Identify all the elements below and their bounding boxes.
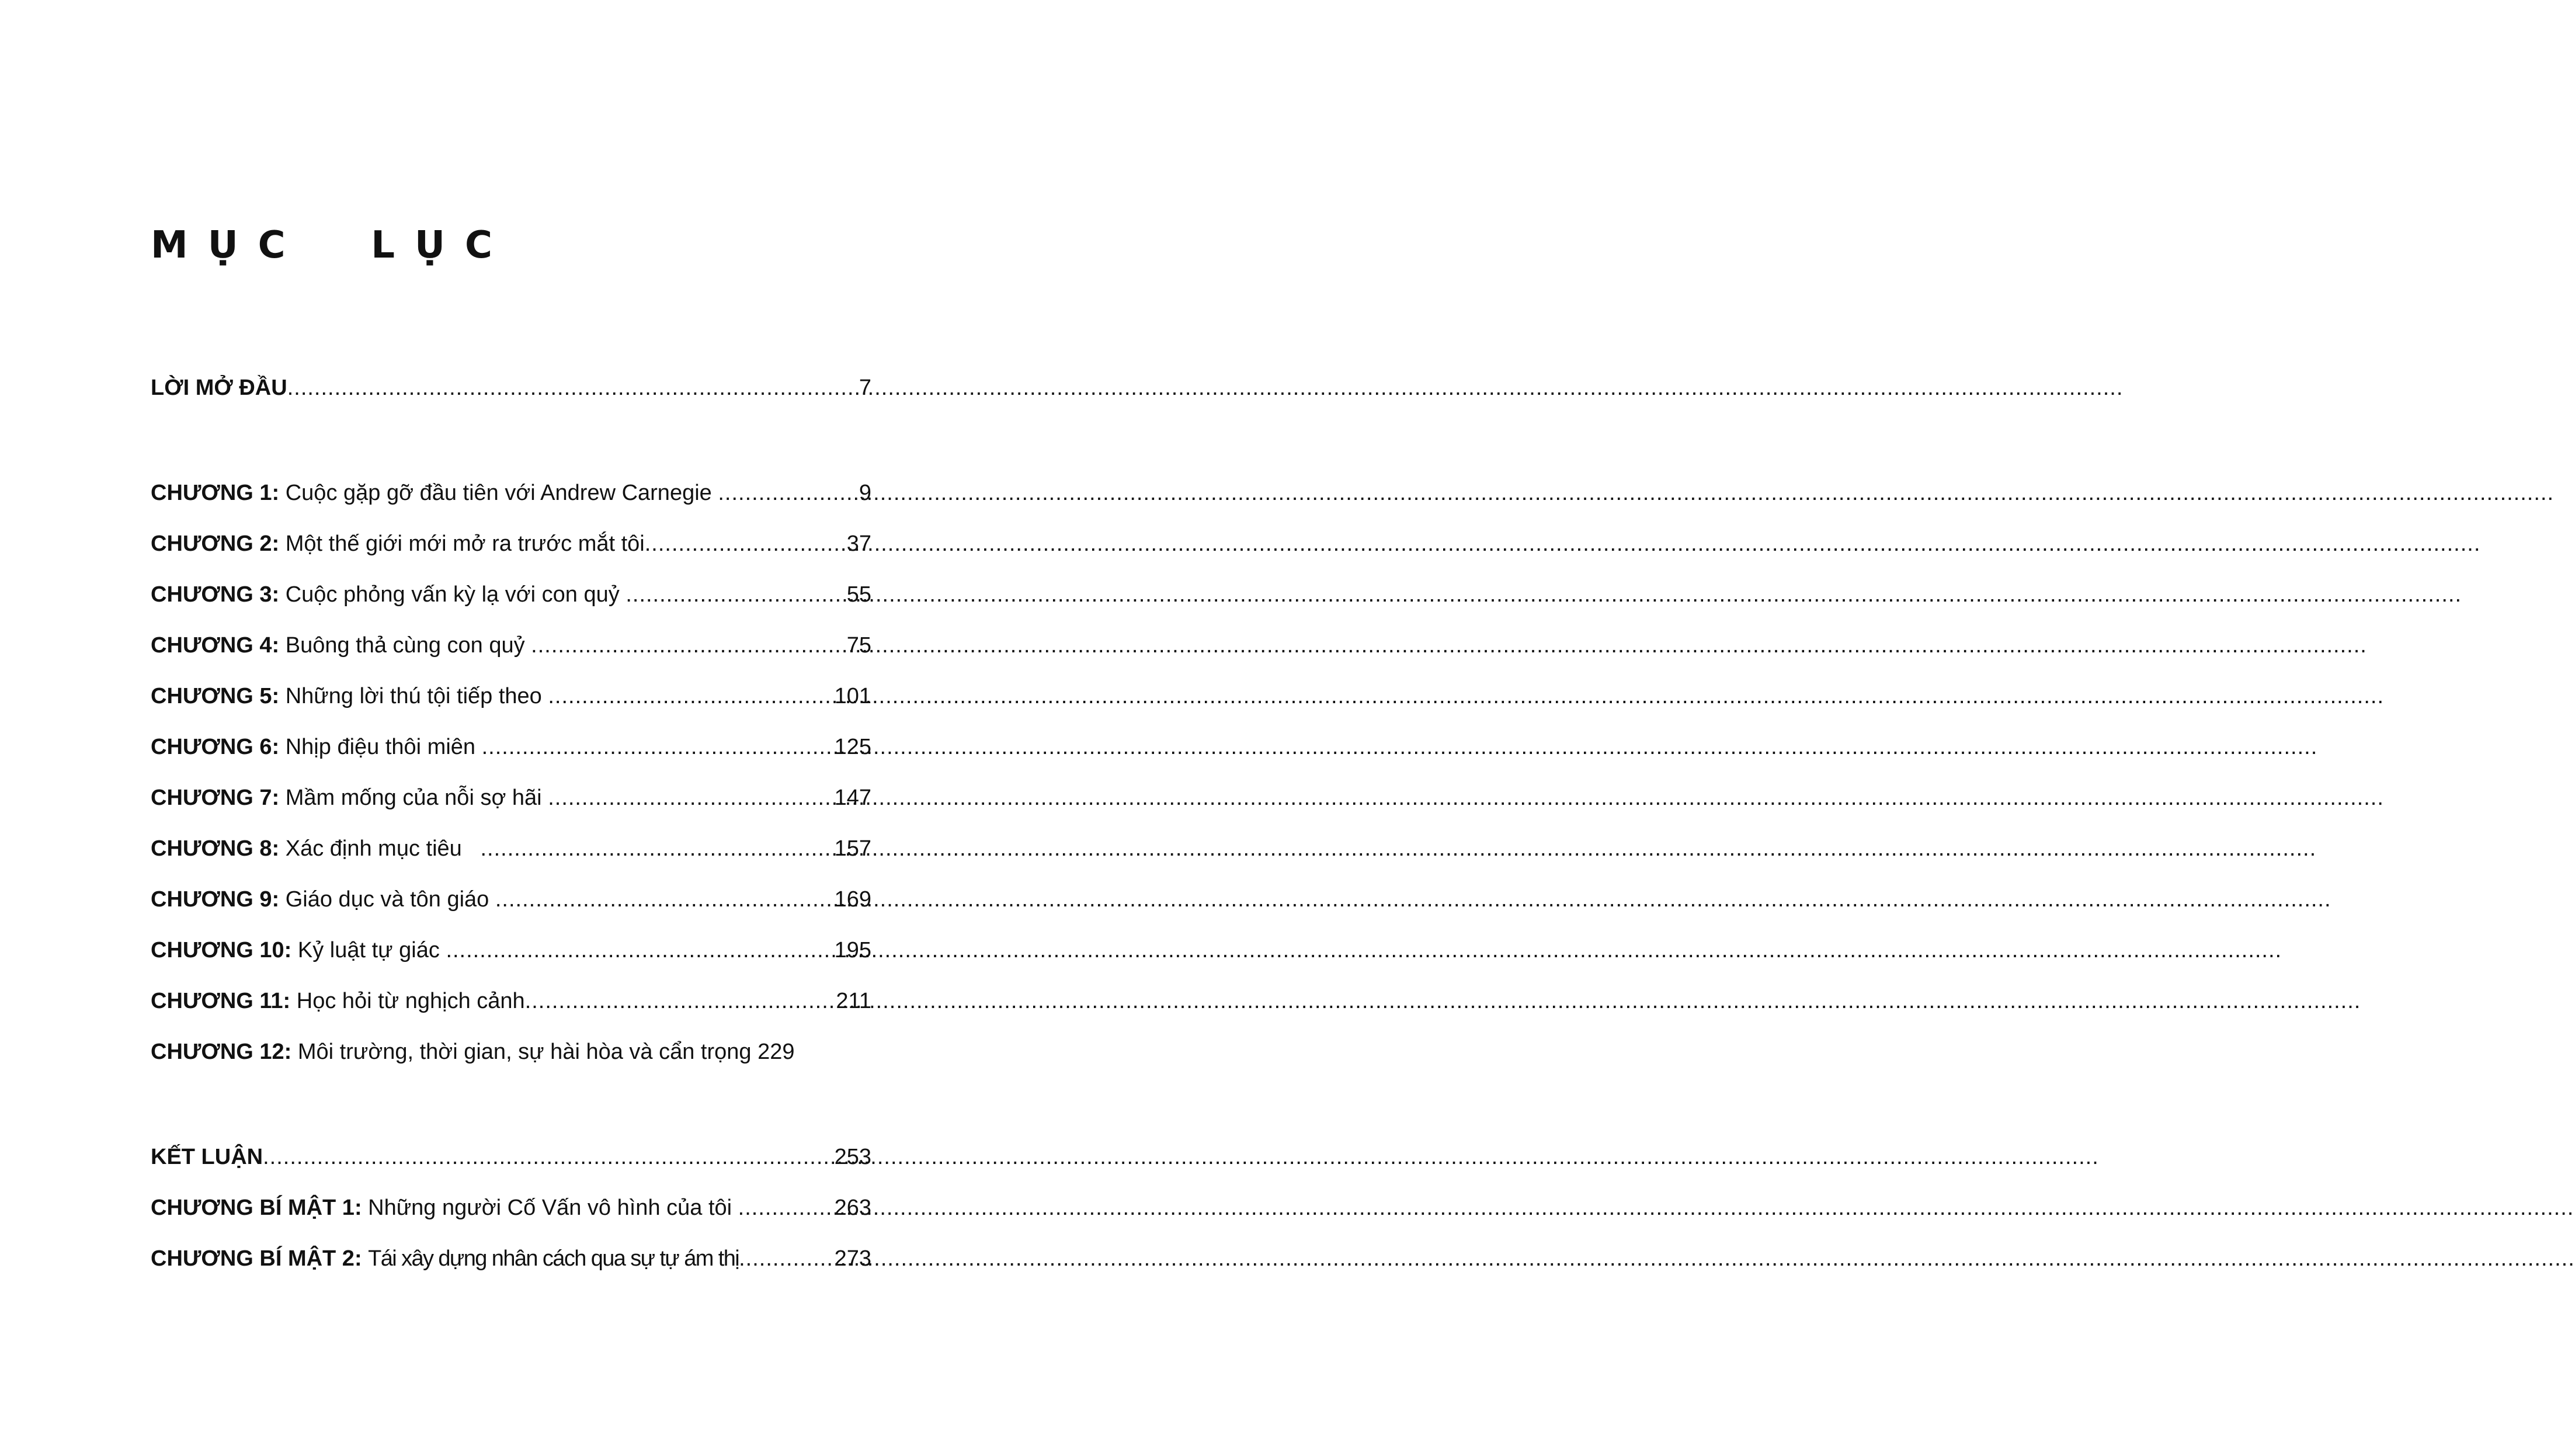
toc-entry-chapter-3[interactable]	[151, 581, 871, 609]
toc-leader-dots	[446, 936, 834, 964]
toc-leader-dots	[525, 987, 836, 1015]
toc-entry-title: Những lời thú tội tiếp theo	[285, 684, 542, 708]
toc-entry-label: CHƯƠNG 9:	[151, 887, 280, 912]
toc-entry-conclusion[interactable]	[151, 1143, 871, 1171]
toc-entry-title: Giáo dục và tôn giáo	[285, 887, 489, 912]
toc-entry-chapter-10[interactable]	[151, 936, 871, 964]
toc-entry-label: CHƯƠNG 1:	[151, 481, 280, 505]
toc-entry-chapter-12[interactable]	[151, 1038, 871, 1066]
toc-entry-label: CHƯƠNG 8:	[151, 836, 280, 861]
toc-page-number: 253	[834, 1145, 871, 1169]
toc-entry-chapter-9[interactable]	[151, 885, 871, 913]
toc-entry-title: Những người Cố Vấn vô hình của tôi	[368, 1196, 732, 1220]
toc-entry-chapter-4[interactable]	[151, 631, 871, 659]
toc-entry-label: LỜI MỞ ĐẦU	[151, 376, 287, 400]
toc-leader-dots	[531, 631, 847, 659]
page-title: MỤC LỤC	[151, 224, 512, 267]
toc-entry-label: CHƯƠNG 11:	[151, 989, 291, 1013]
toc-entry-label: CHƯƠNG 5:	[151, 684, 280, 708]
toc-page-number: 169	[834, 887, 871, 912]
toc-entry-label: CHƯƠNG 3:	[151, 582, 280, 607]
toc-entry-chapter-1[interactable]	[151, 479, 871, 507]
toc-entry-chapter-2[interactable]	[151, 530, 871, 558]
toc-entry-secret-chapter-2[interactable]	[151, 1245, 871, 1273]
toc-entry-title: Tái xây dựng nhân cách qua sự tự ám thị	[368, 1246, 739, 1271]
toc-entry-chapter-7[interactable]	[151, 784, 871, 812]
toc-leader-dots	[480, 835, 834, 863]
toc-page-number: 7	[859, 376, 871, 400]
toc-entry-label: CHƯƠNG 6:	[151, 735, 280, 759]
toc-page-number: 37	[846, 531, 871, 556]
toc-entry-chapter-11[interactable]	[151, 987, 871, 1015]
toc-leader-dots	[482, 733, 835, 761]
toc-entry-chapter-5[interactable]	[151, 682, 871, 710]
toc-leader-dots	[263, 1143, 834, 1171]
toc-entry-label: KẾT LUẬN	[151, 1145, 263, 1169]
toc-page-number: 273	[834, 1246, 871, 1271]
toc-leader-dots	[495, 885, 835, 913]
toc-page-number: 55	[846, 582, 871, 607]
toc-entry-title: Kỷ luật tự giác	[297, 938, 440, 962]
toc-page-number: 211	[836, 989, 871, 1013]
toc-entry-title: Xác định mục tiêu	[285, 836, 462, 861]
toc-page-number: 229	[757, 1040, 795, 1064]
toc-entry-title: Một thế giới mới mở ra trước mắt tôi	[285, 531, 645, 556]
toc-entry-label: CHƯƠNG 4:	[151, 633, 280, 658]
toc-entry-label: CHƯƠNG 10:	[151, 938, 292, 962]
toc-entry-chapter-6[interactable]	[151, 733, 871, 761]
toc-page-number: 75	[846, 633, 871, 658]
toc-leader-dots	[739, 1245, 834, 1273]
toc-entry-preface[interactable]	[151, 374, 871, 402]
toc-entry-title: Buông thả cùng con quỷ	[285, 633, 525, 658]
toc-entry-title: Mầm mống của nỗi sợ hãi	[285, 786, 542, 810]
toc-entry-label: CHƯƠNG 2:	[151, 531, 280, 556]
toc-entry-chapter-8[interactable]	[151, 835, 871, 863]
toc-page-number: 125	[834, 735, 871, 759]
toc-entry-title: Học hỏi từ nghịch cảnh	[296, 989, 525, 1013]
toc-page-number: 195	[834, 938, 871, 962]
toc-leader-dots	[625, 581, 846, 609]
toc-leader-dots	[287, 374, 859, 402]
toc-entry-title: Nhịp điệu thôi miên	[285, 735, 476, 759]
toc-page	[0, 0, 1021, 1456]
toc-page-number: 157	[834, 836, 871, 861]
toc-page-number: 147	[834, 786, 871, 810]
toc-leader-dots	[548, 784, 834, 812]
toc-page-number: 101	[834, 684, 871, 708]
toc-entry-title: Môi trường, thời gian, sự hài hòa và cẩn trọng	[297, 1040, 752, 1064]
toc-page-number: 263	[834, 1196, 871, 1220]
toc-entry-secret-chapter-1[interactable]	[151, 1194, 871, 1222]
toc-entry-title: Cuộc gặp gỡ đầu tiên với Andrew Carnegie	[285, 481, 712, 505]
toc-entry-title: Cuộc phỏng vấn kỳ lạ với con quỷ	[285, 582, 620, 607]
toc-leader-dots	[548, 682, 834, 710]
toc-leader-dots	[738, 1194, 835, 1222]
toc-entry-label: CHƯƠNG 12:	[151, 1040, 292, 1064]
toc-leader-dots	[718, 479, 859, 507]
toc-entry-label: CHƯƠNG 7:	[151, 786, 280, 810]
toc-entry-label: CHƯƠNG BÍ MẬT 1:	[151, 1196, 362, 1220]
toc-entry-label: CHƯƠNG BÍ MẬT 2:	[151, 1246, 362, 1271]
toc-leader-dots	[645, 530, 847, 558]
toc-page-number: 9	[859, 481, 871, 505]
